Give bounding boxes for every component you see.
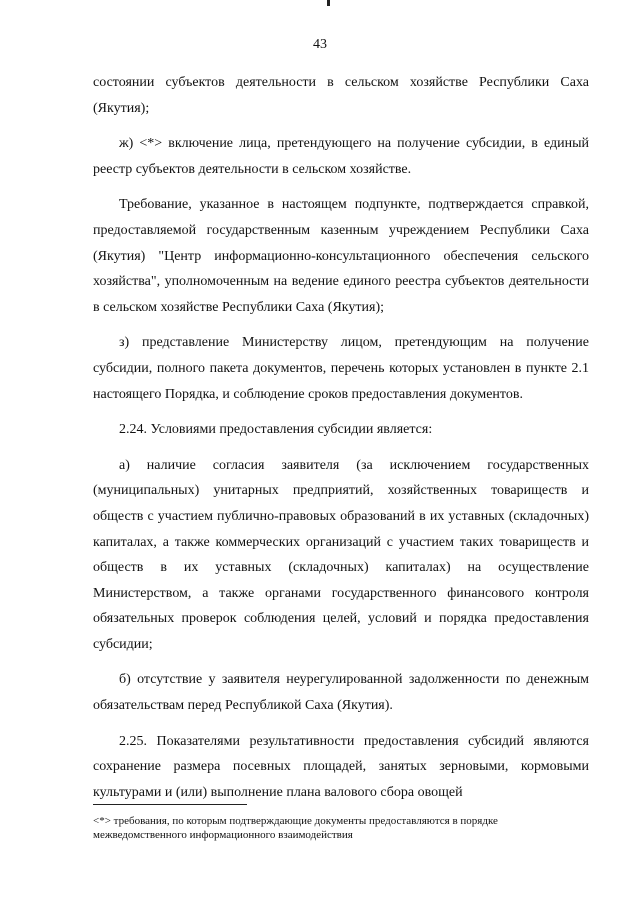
paragraph: 2.24. Условиями предоставления субсидии является: — [119, 422, 433, 438]
footnote: <*> требования, по которым подтверждающие документы предоставляются в порядке межведомственного информационного взаимодействия — [93, 815, 498, 841]
paragraph: Требование, указанное в настоящем подпункте, подтверждается справкой, предоставляемой государственным казенным учреждением Республики Саха (Якутия) "Центр информационно-консультационного обеспечения сельского хозяйства", уполномоченным на ведение единого реестра субъектов деятельности в сельском хозяйстве Республики Саха (Якутия); — [93, 197, 589, 315]
paragraph: з) представление Министерству лицом, претендующим на получение субсидии, полного пакета документов, перечень которых установлен в пункте 2.1 настоящего Порядка, и соблюдение сроков предоставления документов. — [93, 335, 589, 402]
paragraph: ж) <*> включение лица, претендующего на получение субсидии, в единый реестр субъектов деятельности в сельском хозяйстве. — [93, 136, 589, 177]
scan-mark — [327, 0, 330, 6]
footnote-separator — [93, 804, 247, 805]
page-number: 43 — [313, 37, 327, 52]
paragraph: 2.25. Показателями результативности предоставления субсидий являются сохранение размера посевных площадей, занятых зерновыми, кормовыми культурами и (или) выполнение плана валового сбора овощей — [93, 733, 589, 800]
paragraph: а) наличие согласия заявителя (за исключением государственных (муниципальных) унитарных предприятий, хозяйственных товариществ и обществ с участием публично-правовых образований в их уставных (складочных) капиталах, а также коммерческих организаций с участием таких товариществ и обществ в их уставных (складочных) капиталах) на осуществление Министерством, а также органами государственного финансового контроля обязательных проверок соблюдения целей, условий и порядка предоставления субсидии; — [93, 457, 589, 652]
paragraph: состоянии субъектов деятельности в сельском хозяйстве Республики Саха (Якутия); — [93, 75, 589, 116]
paragraph: б) отсутствие у заявителя неурегулированной задолженности по денежным обязательствам перед Республикой Саха (Якутия). — [93, 672, 589, 714]
body-text — [93, 70, 589, 815]
